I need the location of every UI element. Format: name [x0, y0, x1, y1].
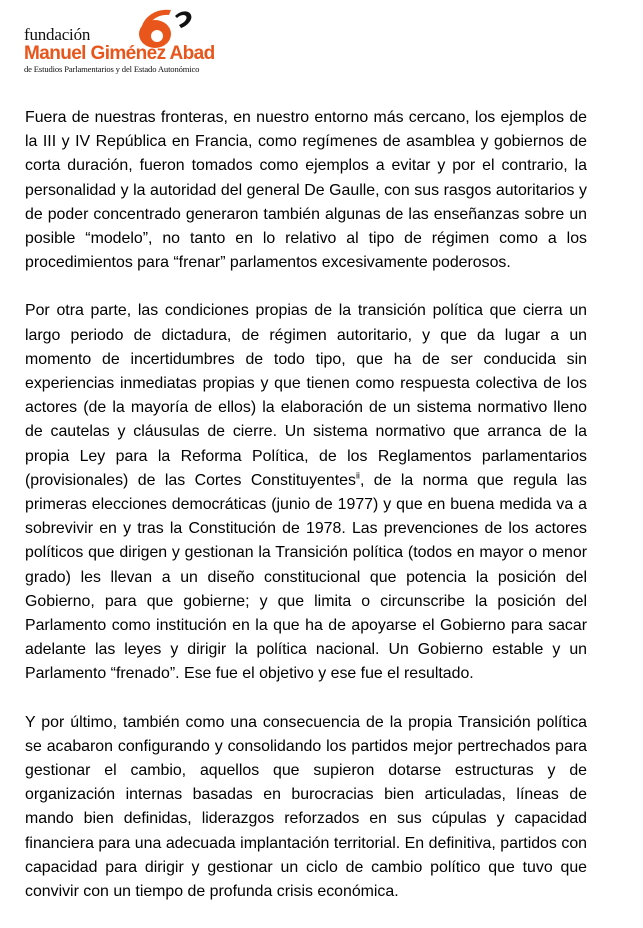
document-body: [25, 106, 587, 928]
foundation-logo: [24, 6, 234, 78]
paragraph-2: [25, 299, 587, 686]
paragraph-2-text-a: Por otra parte, las condiciones propias de la transición política que cierra un largo periodo de dictadura, de régimen autoritario, y que da lugar a un momento de incertidumbres de todo tipo, que ha de ser conducida sin experiencias inmediatas propias y que tienen como respuesta colectiva de los actores (de la mayoría de ellos) la elaboración de un sistema normativo lleno de cautelas y cláusulas de cierre. Un sistema normativo que arranca de la propia Ley para la Reforma Política, de los Reglamentos parlamentarios (provisionales) de las Cortes Constituyentes: [25, 302, 587, 489]
paragraph-1: Fuera de nuestras fronteras, en nuestro entorno más cercano, los ejemplos de la III y IV República en Francia, como regímenes de asamblea y gobiernos de corta duración, fueron tomados como ejemplos a evitar y por el contrario, la personalidad y la autoridad del general De Gaulle, con sus rasgos autoritarios y de poder concentrado generaron también algunas de las enseñanzas sobre un posible “modelo”, no tanto en lo relativo al tipo de régimen como a los procedimientos para “frenar” parlamentos excesivamente poderosos.: [25, 109, 587, 272]
logo-text-subtitle: de Estudios Parlamentarios y del Estado Autonómico: [24, 64, 200, 74]
footnote-marker[interactable]: ii: [355, 470, 360, 481]
paragraph-3: Y por último, también como una consecuencia de la propia Transición política se acabaron configurando y consolidando los partidos mejor pertrechados para gestionar el cambio, aquellos que supieron dotarse estructuras y de organización internas basadas en burocracias bien articuladas, líneas de mando bien definidas, liderazgos reforzados en sus cúpulas y capacidad financiera para una adecuada implantación territorial. En definitiva, partidos con capacidad para dirigir y gestionar un ciclo de cambio político que tuvo que convivir con un tiempo de profunda crisis económica.: [25, 713, 587, 901]
logo-text-fundacion: fundación: [24, 25, 91, 44]
logo-text-name: Manuel Giménez Abad: [24, 43, 215, 64]
paragraph-2-text-b: , de la norma que regula las primeras elecciones democráticas (junio de 1977) y que en buena medida va a sobrevivir en y tras la Constitución de 1978. Las prevenciones de los actores políticos que dirigen y gestionan la Transición política (todos en mayor o menor grado) les llevan a un diseño constitucional que potencia la posición del Gobierno, para que gobierne; y que limita o circunscribe la posición del Parlamento como institución en la que ha de apoyarse el Gobierno para sacar adelante las leyes y dirigir la política nacional. Un Gobierno estable y un Parlamento “frenado”. Ese fue el objetivo y ese fue el resultado.: [25, 471, 587, 683]
